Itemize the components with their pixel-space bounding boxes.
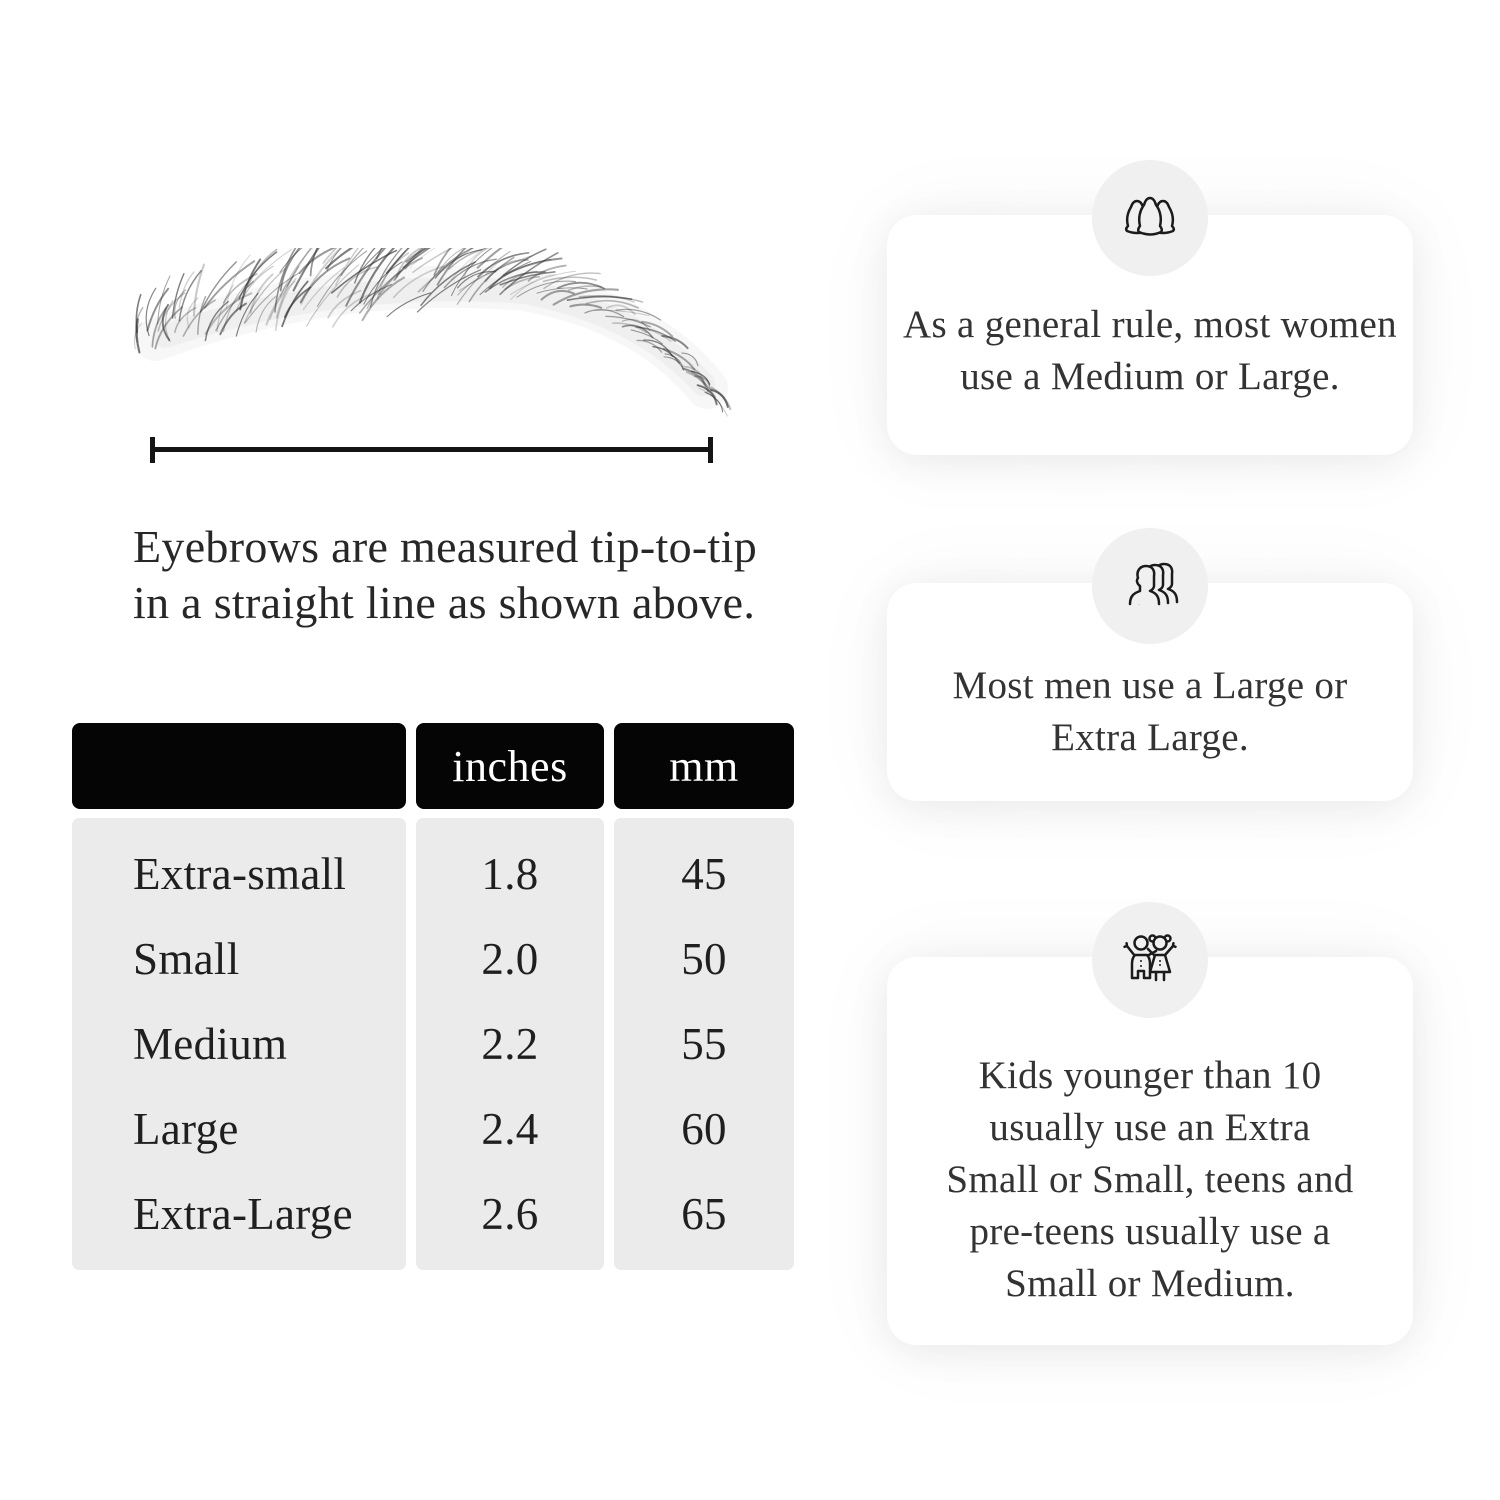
info-card-kids xyxy=(887,957,1413,1345)
card-text-line: Small or Small, teens and xyxy=(946,1158,1354,1201)
header-cell-mm: mm xyxy=(614,723,794,809)
card-text-line: pre-teens usually use a xyxy=(969,1210,1331,1253)
table-cell: 60 xyxy=(681,1103,727,1154)
table-cell: 2.2 xyxy=(481,1018,539,1069)
card-text-line: Most men use a Large or xyxy=(952,664,1348,707)
card-badge xyxy=(1092,528,1208,644)
table-cell: 45 xyxy=(681,849,727,900)
card-text-line: Extra Large. xyxy=(1051,716,1249,759)
column-mm xyxy=(614,818,794,1270)
card-text xyxy=(897,660,1403,764)
measurement-line xyxy=(150,437,713,463)
size-table xyxy=(72,723,794,1270)
info-card-men xyxy=(887,583,1413,801)
table-cell: 65 xyxy=(681,1188,727,1239)
table-cell: 50 xyxy=(681,934,727,985)
table-cell: Extra-small xyxy=(133,849,347,900)
eyebrow-sketch-illustration xyxy=(95,248,735,418)
women-group-icon xyxy=(1118,186,1182,250)
table-cell: 2.4 xyxy=(481,1103,539,1154)
men-group-icon xyxy=(1118,554,1182,618)
card-badge xyxy=(1092,902,1208,1018)
table-cell: Large xyxy=(133,1103,239,1154)
card-text xyxy=(897,299,1403,403)
header-cell-inches: inches xyxy=(416,723,604,809)
table-cell: Medium xyxy=(133,1018,288,1069)
header-cell-size xyxy=(72,723,406,809)
column-size xyxy=(72,818,406,1270)
card-text-line: As a general rule, most women xyxy=(903,303,1397,346)
table-cell: 2.6 xyxy=(481,1188,539,1239)
card-text-line: Kids younger than 10 xyxy=(978,1054,1322,1097)
measure-tick-right xyxy=(708,437,713,463)
info-card-women xyxy=(887,215,1413,455)
table-cell: 2.0 xyxy=(481,934,539,985)
card-text-line: Small or Medium. xyxy=(1005,1262,1295,1305)
measure-bar xyxy=(150,447,713,452)
size-table-body xyxy=(72,818,794,1270)
table-cell: 55 xyxy=(681,1018,727,1069)
caption-line-2: in a straight line as shown above. xyxy=(133,577,756,628)
column-inches xyxy=(416,818,604,1270)
card-text-line: use a Medium or Large. xyxy=(960,355,1340,398)
size-table-header-row xyxy=(72,723,794,809)
measurement-caption xyxy=(133,519,757,631)
table-cell: Small xyxy=(133,934,240,985)
caption-line-1: Eyebrows are measured tip-to-tip xyxy=(133,521,757,572)
table-cell: Extra-Large xyxy=(133,1188,353,1239)
card-text-line: usually use an Extra xyxy=(989,1106,1311,1149)
card-badge xyxy=(1092,160,1208,276)
card-text xyxy=(897,1050,1403,1310)
kids-icon xyxy=(1118,928,1182,992)
table-cell: 1.8 xyxy=(481,849,539,900)
